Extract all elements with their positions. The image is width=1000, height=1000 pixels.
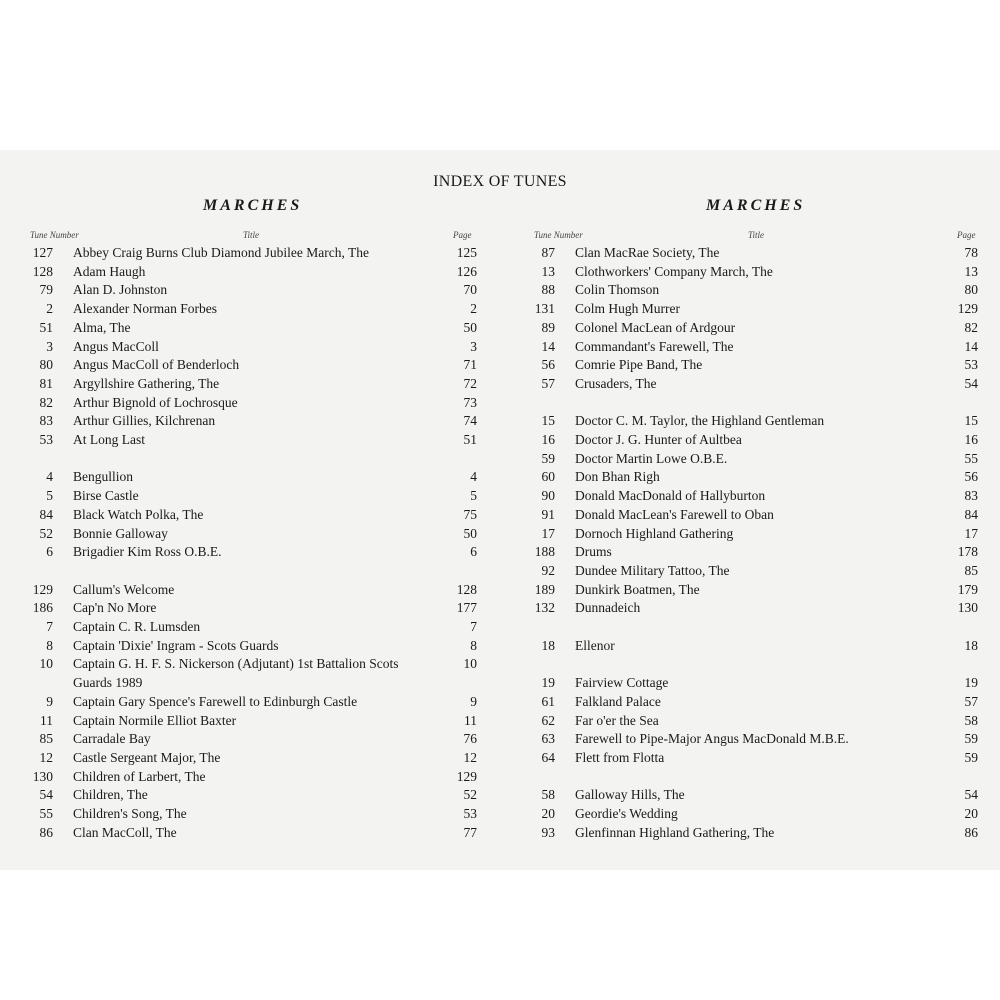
page-number: 50	[463, 319, 477, 335]
tune-number: 62	[541, 712, 555, 728]
tune-title: Colin Thomson	[575, 282, 660, 298]
right-page-header: Page	[957, 230, 976, 240]
tune-number: 13	[541, 263, 555, 279]
tune-number: 11	[40, 712, 53, 728]
tune-number: 132	[534, 600, 555, 616]
tune-title: Flett from Flotta	[575, 749, 665, 765]
tune-title: Captain Normile Elliot Baxter	[73, 712, 237, 728]
page-number: 13	[964, 263, 978, 279]
tune-number: 92	[541, 562, 555, 578]
index-entry	[505, 319, 978, 337]
tune-title: Guards 1989	[73, 675, 143, 691]
index-entry	[505, 543, 978, 561]
tune-title: Bengullion	[73, 469, 133, 485]
index-entry	[505, 506, 978, 524]
index-entry	[505, 599, 978, 617]
tune-title: At Long Last	[73, 432, 145, 447]
tune-number: 16	[541, 432, 555, 447]
tune-number: 127	[32, 245, 53, 260]
page-number: 51	[463, 432, 477, 447]
index-entry	[505, 693, 978, 711]
index-entry	[3, 412, 480, 430]
page-number: 129	[957, 301, 978, 317]
page-number: 53	[463, 806, 477, 821]
tune-number: 54	[39, 787, 53, 803]
index-entry	[505, 300, 978, 318]
page-number: 70	[463, 282, 477, 298]
index-entry	[505, 263, 978, 281]
tune-number: 60	[541, 469, 555, 485]
bottom-margin	[0, 870, 1000, 1000]
tune-title: Castle Sergeant Major, The	[73, 749, 221, 765]
tune-title: Angus MacColl of Benderloch	[73, 357, 240, 373]
page-number: 3	[470, 338, 477, 354]
page-number: 53	[964, 357, 978, 373]
tune-title: Colonel MacLean of Ardgour	[575, 319, 736, 335]
index-entry	[3, 824, 480, 842]
index-entry	[3, 674, 480, 692]
page-number: 2	[470, 301, 477, 317]
index-entry	[505, 562, 978, 580]
page-number: 128	[456, 581, 477, 597]
index-entry	[3, 543, 480, 561]
tune-number: 80	[39, 357, 53, 373]
tune-title: Alexander Norman Forbes	[73, 301, 217, 317]
page-number: 5	[470, 488, 477, 504]
page-number: 86	[964, 824, 978, 840]
page-number: 71	[463, 357, 477, 373]
tune-number: 10	[39, 656, 53, 672]
page-number: 59	[964, 749, 978, 765]
tune-title: Ellenor	[575, 637, 615, 653]
index-entry	[3, 394, 480, 412]
tune-number: 59	[541, 450, 555, 466]
tune-number: 86	[39, 824, 53, 840]
tune-title: Dornoch Highland Gathering	[575, 525, 734, 541]
index-entry	[3, 263, 480, 281]
tune-number: 85	[39, 731, 53, 747]
left-number-header: Tune Number	[30, 230, 79, 240]
index-entry	[505, 356, 978, 374]
tune-number: 52	[39, 525, 53, 541]
index-entry	[3, 431, 480, 449]
tune-title: Colm Hugh Murrer	[575, 301, 680, 317]
index-entry	[505, 637, 978, 655]
index-entry	[3, 786, 480, 804]
index-entry	[3, 712, 480, 730]
tune-number: 61	[541, 693, 555, 709]
page-number: 20	[964, 806, 978, 821]
index-entry	[3, 618, 480, 636]
page-number: 10	[463, 656, 477, 672]
index-entry	[505, 824, 978, 842]
tune-number: 2	[46, 301, 53, 317]
page-number: 73	[463, 394, 477, 410]
tune-number: 56	[541, 357, 555, 373]
index-entry	[505, 412, 978, 430]
page-number: 54	[964, 787, 978, 803]
index-entry	[505, 450, 978, 468]
page-number: 179	[957, 581, 978, 597]
tune-number: 57	[541, 375, 555, 391]
index-entry	[3, 730, 480, 748]
page-number: 7	[470, 619, 477, 634]
page-number: 57	[964, 693, 978, 709]
page-number: 59	[964, 731, 978, 747]
tune-title: Comrie Pipe Band, The	[575, 357, 703, 373]
index-entry	[505, 338, 978, 356]
tune-title: Arthur Bignold of Lochrosque	[73, 394, 238, 410]
tune-number: 189	[534, 581, 555, 597]
page-number: 76	[463, 731, 477, 747]
tune-number: 14	[541, 338, 555, 354]
index-entry	[3, 375, 480, 393]
tune-number: 188	[534, 544, 555, 560]
tune-number: 130	[32, 768, 53, 784]
index-entry	[3, 749, 480, 767]
tune-title: Angus MacColl	[73, 338, 159, 354]
tune-number: 8	[46, 637, 53, 653]
index-entry	[3, 487, 480, 505]
tune-title: Far o'er the Sea	[575, 712, 659, 728]
index-entry	[3, 599, 480, 617]
tune-title: Captain Gary Spence's Farewell to Edinburgh Castle	[73, 693, 358, 709]
tune-title: Children, The	[73, 787, 148, 803]
tune-number: 53	[39, 432, 53, 447]
top-margin	[0, 0, 1000, 150]
tune-title: Doctor Martin Lowe O.B.E.	[575, 450, 728, 466]
tune-number: 90	[541, 488, 555, 504]
tune-title: Birse Castle	[73, 488, 139, 504]
tune-number: 131	[534, 301, 555, 317]
page-number: 78	[964, 245, 978, 260]
tune-number: 55	[39, 806, 53, 821]
page-number: 15	[964, 413, 978, 429]
index-title: INDEX OF TUNES	[433, 173, 567, 190]
index-entry	[505, 487, 978, 505]
page-number: 16	[964, 432, 978, 447]
tune-number: 88	[541, 282, 555, 298]
tune-title: Adam Haugh	[73, 263, 146, 279]
page-number: 82	[964, 319, 978, 335]
tune-number: 81	[39, 375, 53, 391]
tune-number: 89	[541, 319, 555, 335]
tune-title: Captain G. H. F. S. Nickerson (Adjutant) 1st Battalion Scots	[73, 656, 399, 672]
tune-number: 6	[46, 544, 53, 560]
tune-number: 51	[39, 319, 53, 335]
tune-title: Doctor J. G. Hunter of Aultbea	[575, 432, 742, 447]
tune-title: Don Bhan Righ	[575, 469, 660, 485]
page-number: 178	[957, 544, 978, 560]
page-number: 77	[463, 824, 477, 840]
page-number: 11	[464, 712, 477, 728]
index-entry	[3, 805, 480, 823]
index-entry	[3, 525, 480, 543]
page-number: 54	[964, 375, 978, 391]
tune-title: Black Watch Polka, The	[73, 506, 204, 522]
tune-number: 17	[541, 525, 555, 541]
tune-number: 19	[541, 675, 555, 691]
tune-title: Fairview Cottage	[575, 675, 669, 691]
page-number: 9	[470, 693, 477, 709]
page-number: 80	[964, 282, 978, 298]
index-entry	[3, 338, 480, 356]
tune-title: Arthur Gillies, Kilchrenan	[73, 413, 216, 429]
page-number: 56	[964, 469, 978, 485]
tune-number: 129	[32, 581, 53, 597]
tune-number: 79	[39, 282, 53, 298]
tune-title: Falkland Palace	[575, 693, 661, 709]
tune-title: Dunnadeich	[575, 600, 641, 616]
right-title-header: Title	[748, 230, 765, 240]
tune-title: Galloway Hills, The	[575, 787, 685, 803]
index-entry	[505, 468, 978, 486]
index-entry	[3, 693, 480, 711]
tune-number: 7	[46, 619, 53, 634]
tune-number: 3	[46, 338, 53, 354]
tune-title: Children of Larbert, The	[73, 768, 206, 784]
page-number: 74	[463, 413, 477, 429]
left-section-heading: MARCHES	[203, 197, 303, 214]
page-number: 84	[964, 506, 978, 522]
tune-number: 63	[541, 731, 555, 747]
page-number: 125	[456, 245, 477, 260]
index-entry	[505, 730, 978, 748]
tune-title: Drums	[575, 544, 612, 560]
tune-title: Glenfinnan Highland Gathering, The	[575, 824, 775, 840]
page-number: 177	[456, 600, 477, 616]
index-entry	[3, 356, 480, 374]
tune-title: Callum's Welcome	[73, 581, 175, 597]
tune-title: Alma, The	[73, 319, 131, 335]
index-entry	[3, 506, 480, 524]
tune-number: 4	[46, 469, 53, 485]
tune-number: 93	[541, 824, 555, 840]
tune-title: Donald MacLean's Farewell to Oban	[575, 506, 774, 522]
tune-title: Dunkirk Boatmen, The	[575, 581, 700, 597]
page-number: 8	[470, 637, 477, 653]
tune-title: Carradale Bay	[73, 731, 151, 747]
page-number: 14	[964, 338, 978, 354]
tune-number: 82	[39, 394, 53, 410]
left-title-header: Title	[243, 230, 260, 240]
page-number: 17	[964, 525, 978, 541]
tune-title: Dundee Military Tattoo, The	[575, 562, 730, 578]
index-entry	[3, 281, 480, 299]
tune-number: 12	[39, 749, 53, 765]
tune-number: 20	[541, 806, 555, 821]
page-number: 55	[964, 450, 978, 466]
index-entry	[505, 712, 978, 730]
tune-number: 83	[39, 413, 53, 429]
index-entry	[505, 581, 978, 599]
page-number: 50	[463, 525, 477, 541]
page-number: 19	[964, 675, 978, 691]
left-page-header: Page	[453, 230, 472, 240]
page-number: 52	[463, 787, 477, 803]
tune-number: 15	[541, 413, 555, 429]
tune-number: 9	[46, 693, 53, 709]
index-entry	[3, 319, 480, 337]
page-number: 75	[463, 506, 477, 522]
index-entry	[3, 655, 480, 673]
tune-title: Geordie's Wedding	[575, 806, 678, 821]
page-number: 6	[470, 544, 477, 560]
tune-title: Abbey Craig Burns Club Diamond Jubilee March, The	[73, 245, 369, 260]
page-number: 4	[470, 469, 477, 485]
page-number: 126	[456, 263, 477, 279]
page-number: 85	[964, 562, 978, 578]
page-number: 12	[463, 749, 477, 765]
tune-title: Donald MacDonald of Hallyburton	[575, 488, 766, 504]
tune-number: 128	[32, 263, 53, 279]
tune-number: 84	[39, 506, 53, 522]
index-entry	[505, 525, 978, 543]
page-number: 58	[964, 712, 978, 728]
tune-number: 18	[541, 637, 555, 653]
index-entry	[3, 468, 480, 486]
tune-title: Brigadier Kim Ross O.B.E.	[73, 544, 222, 560]
tune-number: 186	[32, 600, 53, 616]
tune-title: Argyllshire Gathering, The	[73, 375, 220, 391]
page-number: 129	[456, 768, 477, 784]
tune-title: Bonnie Galloway	[73, 525, 168, 541]
tune-title: Alan D. Johnston	[73, 282, 168, 298]
tune-title: Cap'n No More	[73, 600, 157, 616]
tune-number: 87	[541, 245, 555, 260]
index-entry	[505, 786, 978, 804]
index-entry	[3, 637, 480, 655]
page-number: 18	[964, 637, 978, 653]
tune-title: Doctor C. M. Taylor, the Highland Gentleman	[575, 413, 825, 429]
index-entry	[3, 581, 480, 599]
tune-title: Clan MacColl, The	[73, 824, 177, 840]
index-entry	[505, 431, 978, 449]
right-section-heading: MARCHES	[706, 197, 806, 214]
index-entry	[505, 805, 978, 823]
page-number: 72	[463, 375, 477, 391]
index-entry	[3, 768, 480, 786]
tune-number: 91	[541, 506, 555, 522]
right-number-header: Tune Number	[534, 230, 583, 240]
tune-title: Farewell to Pipe-Major Angus MacDonald M.B.E.	[575, 731, 849, 747]
tune-number: 5	[46, 488, 53, 504]
tune-title: Crusaders, The	[575, 375, 657, 391]
page-number: 83	[964, 488, 978, 504]
index-entry	[505, 375, 978, 393]
tune-number: 64	[541, 749, 555, 765]
index-entry	[505, 749, 978, 767]
tune-title: Children's Song, The	[73, 806, 187, 821]
tune-number: 58	[541, 787, 555, 803]
tune-title: Clothworkers' Company March, The	[575, 263, 773, 279]
tune-title: Captain C. R. Lumsden	[73, 619, 201, 634]
index-entry	[505, 674, 978, 692]
tune-title: Clan MacRae Society, The	[575, 245, 720, 260]
page-number: 130	[957, 600, 978, 616]
tune-title: Commandant's Farewell, The	[575, 338, 734, 354]
index-entry	[505, 281, 978, 299]
index-entry	[3, 300, 480, 318]
index-entry	[505, 244, 978, 262]
tune-title: Captain 'Dixie' Ingram - Scots Guards	[73, 637, 279, 653]
index-entry	[3, 244, 480, 262]
